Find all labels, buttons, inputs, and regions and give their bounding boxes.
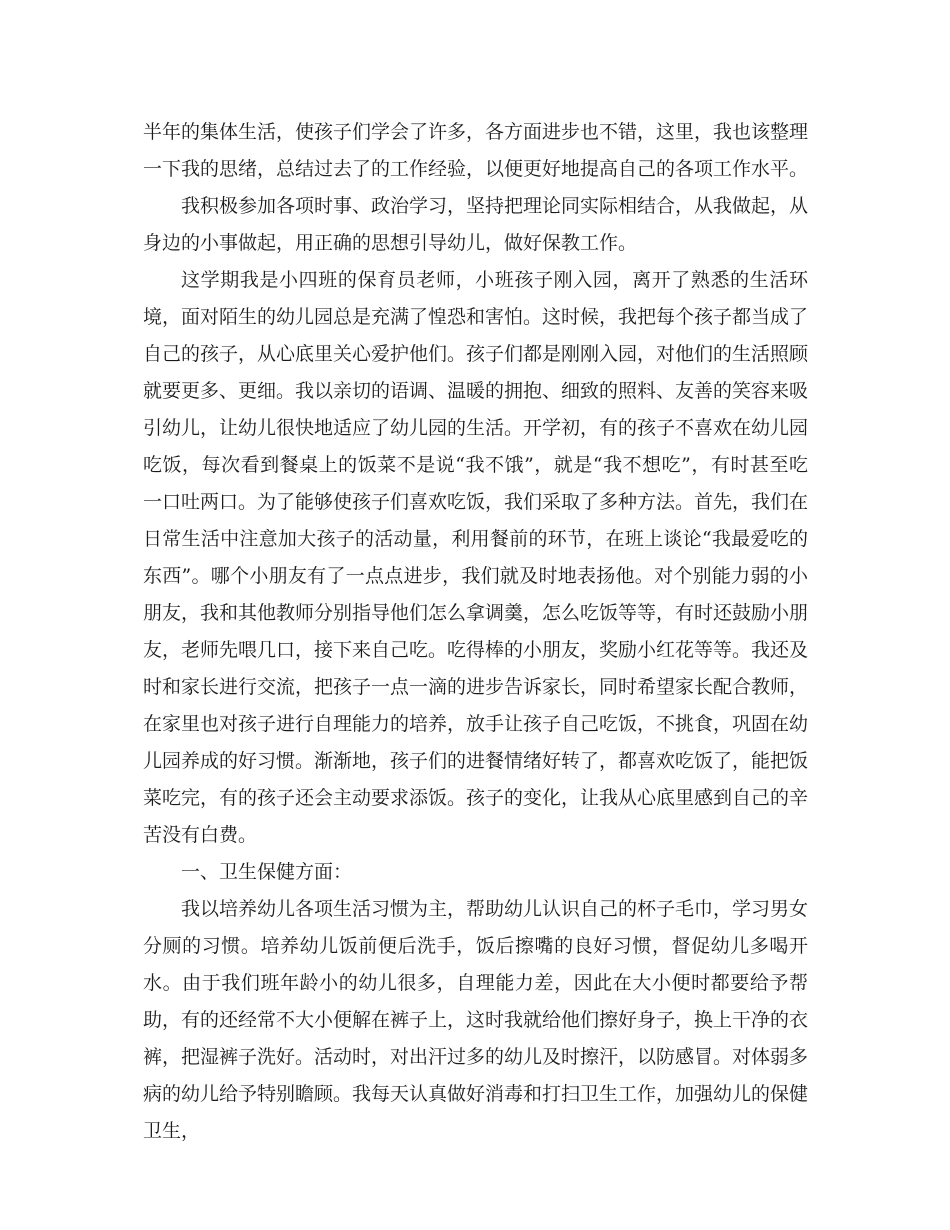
paragraph-2: 我积极参加各项时事、政治学习，坚持把理论同实际相结合，从我做起，从身边的小事做起，用正确的思想引导幼儿，做好保教工作。 (143, 195, 809, 254)
document-body (143, 114, 808, 1150)
paragraph-3: 这学期我是小四班的保育员老师，小班孩子刚入园，离开了熟悉的生活环境，面对陌生的幼儿园总是充满了惶恐和害怕。这时候，我把每个孩子都当成了自己的孩子，从心底里关心爱护他们。孩子们都是刚刚入园，对他们的生活照顾就要更多、更细。我以亲切的语调、温暖的拥抱、细致的照料、友善的笑容来吸引幼儿，让幼儿很快地适应了幼儿园的生活。开学初，有的孩子不喜欢在幼儿园吃饭，每次看到餐桌上的饭菜不是说“我不饿”，就是“我不想吃”，有时甚至吃一口吐两口。为了能够使孩子们喜欢吃饭，我们采取了多种方法。首先，我们在日常生活中注意加大孩子的活动量，利用餐前的环节，在班上谈论“我最爱吃的东西”。哪个小朋友有了一点点进步，我们就及时地表扬他。对个别能力弱的小朋友，我和其他教师分别指导他们怎么拿调羹，怎么吃饭等等，有时还鼓励小朋友，老师先喂几口，接下来自己吃。吃得棒的小朋友，奖励小红花等等。我还及时和家长进行交流，把孩子一点一滴的进步告诉家长，同时希望家长配合教师，在家里也对孩子进行自理能力的培养，放手让孩子自己吃饭，不挑食，巩固在幼儿园养成的好习惯。渐渐地，孩子们的进餐情绪好转了，都喜欢吃饭了，能把饭菜吃完，有的孩子还会主动要求添饭。孩子的变化，让我从心底里感到自己的辛苦没有白费。 (143, 269, 809, 846)
paragraph-5: 我以培养幼儿各项生活习惯为主，帮助幼儿认识自己的杯子毛巾，学习男女分厕的习惯。培养幼儿饭前便后洗手，饭后擦嘴的良好习惯，督促幼儿多喝开水。由于我们班年龄小的幼儿很多，自理能力差，因此在大小便时都要给予帮助，有的还经常不大小便解在裤子上，这时我就给他们擦好身子，换上干净的衣裤，把湿裤子洗好。活动时，对出汗过多的幼儿及时擦汗，以防感冒。对体弱多病的幼儿给予特别瞻顾。我每天认真做好消毒和打扫卫生工作，加强幼儿的保健卫生， (143, 898, 809, 1142)
paragraph-1: 半年的集体生活，使孩子们学会了许多，各方面进步也不错，这里，我也该整理一下我的思绪，总结过去了的工作经验，以便更好地提高自己的各项工作水平。 (143, 121, 809, 180)
section-heading-hygiene: 一、卫生保健方面： (181, 861, 353, 883)
